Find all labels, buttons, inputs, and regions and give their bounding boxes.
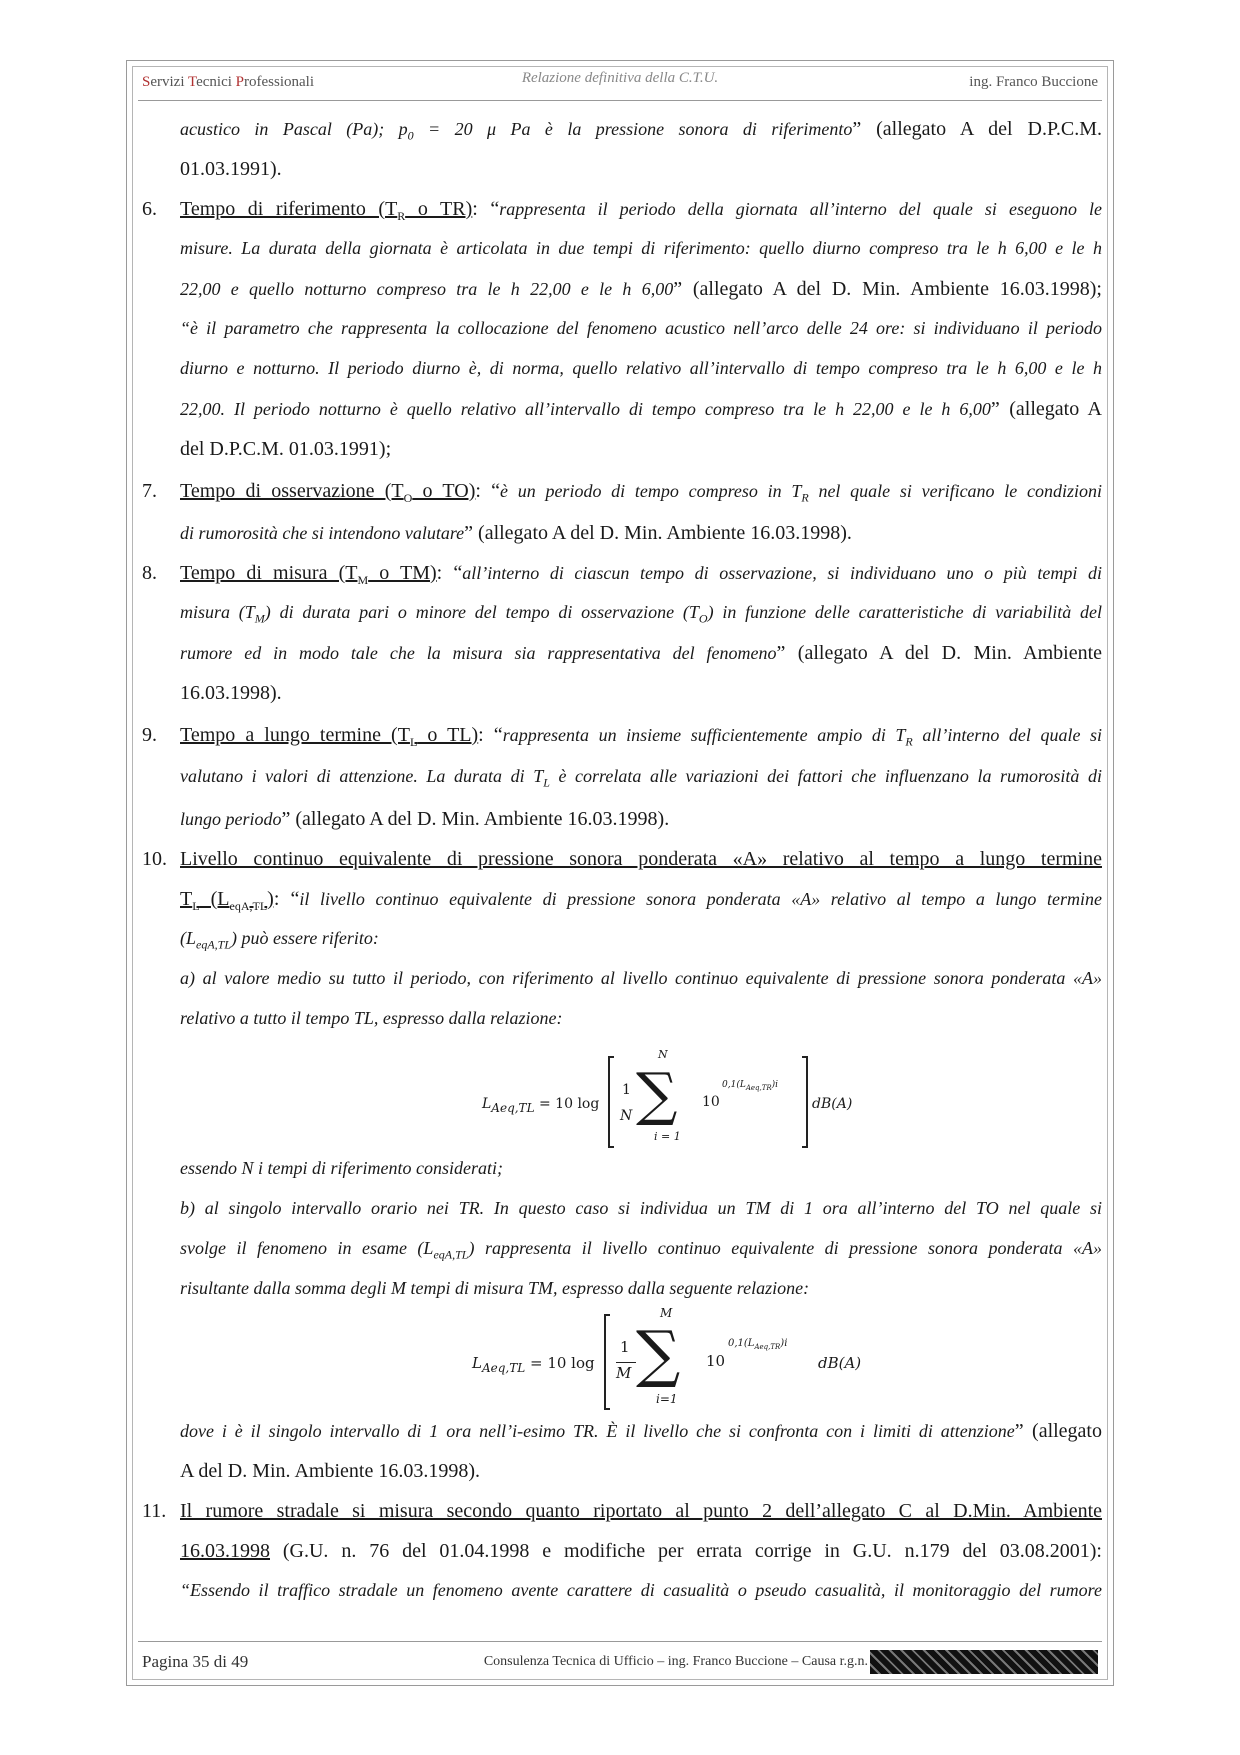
- text-line: $T_L$ $(L_{eqA,TL})$: “il livello continuo equivalente di pressione sonora ponderata «A» relativo al tempo a lungo termine: [180, 888, 1102, 913]
- list-number: 8.: [142, 562, 157, 584]
- text-line: Il rumore stradale si misura secondo quanto riportato al punto 2 dell’allegato C al D.Min. Ambiente: [180, 1500, 1102, 1522]
- text-line: diurno e notturno. Il periodo diurno è, di norma, quello relativo all’intervallo di tempo compreso tra le h 6,00 e le h: [180, 358, 1102, 378]
- text-line: Tempo di riferimento ($T_R$ o TR): “rappresenta il periodo della giornata all’interno del quale si eseguono le: [180, 198, 1102, 223]
- text-line: b) al singolo intervallo orario nei TR. In questo caso si individua un TM di 1 ora all’interno del TO nel quale si: [180, 1198, 1102, 1218]
- text-line: svolge il fenomeno in esame $(L_{eqA,TL})$ rappresenta il livello continuo equivalente di pressione sonora ponderata «A»: [180, 1238, 1102, 1262]
- text-line: Tempo a lungo termine ($T_L$ o TL): “rappresenta un insieme sufficientemente ampio di $T_R$ all’interno del quale si: [180, 724, 1103, 749]
- text-line: 22,00. Il periodo notturno è quello relativo all’intervallo di tempo compreso tra le h 22,00 e le h 6,00” (allegato A: [180, 398, 1102, 420]
- text-line: $(L_{eqA,TL})$ può essere riferito:: [180, 928, 379, 952]
- fraction-bar: [616, 1362, 636, 1363]
- list-number: 7.: [142, 480, 157, 502]
- page-footer: [142, 1648, 1098, 1676]
- text-line: 22,00 e quello notturno compreso tra le h 22,00 e le h 6,00” (allegato A del D. Min. Ambiente 16.03.1998);: [180, 278, 1102, 300]
- page-number: Pagina 35 di 49: [142, 1652, 249, 1671]
- text-line: acustico in Pascal (Pa); $p_0 = 20$ μ Pa è la pressione sonora di riferimento” (allegato A del D.P.C.M.: [180, 118, 1103, 143]
- footer-rule: [138, 1641, 1102, 1642]
- formula-2: $L_{Aeq,TL} = 10$ log 1 M M ∑ i=1 10 $0,1(L_{Aeq,TR})i$ dB(A): [472, 1310, 912, 1420]
- list-number: 10.: [142, 848, 167, 870]
- text-line: dove i è il singolo intervallo di 1 ora nell’i-esimo TR. È il livello che si confronta con i limiti di attenzione” (allegato: [180, 1420, 1102, 1442]
- text-line: lungo periodo” (allegato A del D. Min. Ambiente 16.03.1998).: [180, 808, 670, 830]
- text-line: valutano i valori di attenzione. La durata di $T_L$ è correlata alle variazioni dei fattori che influenzano la rumorosità di: [180, 766, 1102, 790]
- bracket-left: [604, 1314, 610, 1410]
- list-number: 9.: [142, 724, 157, 746]
- text-line: “Essendo il traffico stradale un fenomeno avente carattere di casualità o pseudo casualità, il monitoraggio del rumore: [180, 1580, 1102, 1600]
- sum-symbol: ∑: [636, 1060, 678, 1128]
- text-line: a) al valore medio su tutto il periodo, con riferimento al livello continuo equivalente di pressione sonora ponderata «A»: [180, 968, 1102, 988]
- header-right: ing. Franco Buccione: [969, 74, 1098, 90]
- list-number: 11.: [142, 1500, 167, 1522]
- text-line: 16.03.1998 (G.U. n. 76 del 01.04.1998 e modifiche per errata corrige in G.U. n.179 del 03.08.2001):: [180, 1540, 1102, 1562]
- text-line: essendo N i tempi di riferimento considerati;: [180, 1158, 503, 1178]
- formula-1: $L_{Aeq,TL} = 10$ log 1 N N ∑ i = 1 10 $0,1(L_{Aeq,TR})i$ dB(A): [482, 1048, 902, 1158]
- header-rule: [138, 100, 1102, 101]
- header-center: Relazione definitiva della C.T.U.: [521, 70, 719, 86]
- footer-info: Consulenza Tecnica di Ufficio – ing. Franco Buccione – Causa r.g.n.: [483, 1654, 868, 1669]
- redacted-block: [870, 1650, 1098, 1674]
- header-left: Servizi Tecnici Professionali: [142, 74, 314, 90]
- text-line: A del D. Min. Ambiente 16.03.1998).: [180, 1460, 480, 1482]
- text-line: risultante dalla somma degli M tempi di misura TM, espresso dalla seguente relazione:: [180, 1278, 810, 1298]
- text-line: Tempo di misura ($T_M$ o TM): “all’interno di ciascun tempo di osservazione, si individuano uno o più tempi di: [180, 562, 1102, 587]
- text-line: misura $(T_M)$ di durata pari o minore del tempo di osservazione $(T_O)$ in funzione delle caratteristiche di variabilità del: [180, 602, 1102, 626]
- text-line: Tempo di osservazione ($T_O$ o TO): “è un periodo di tempo compreso in $T_R$ nel quale si verificano le condizioni: [180, 480, 1102, 505]
- text-line: Livello continuo equivalente di pressione sonora ponderata «A» relativo al tempo a lungo termine: [180, 848, 1102, 870]
- text-line: misure. La durata della giornata è articolata in due tempi di riferimento: quello diurno compreso tra le h 6,00 e le h: [180, 238, 1102, 258]
- page-header: [142, 70, 1098, 98]
- text-line: “è il parametro che rappresenta la collocazione del fenomeno acustico nell’arco delle 24 ore: si individuano il periodo: [180, 318, 1102, 338]
- text-line: di rumorosità che si intendono valutare” (allegato A del D. Min. Ambiente 16.03.1998).: [180, 522, 852, 544]
- text-line: rumore ed in modo tale che la misura sia rappresentativa del fenomeno” (allegato A del D. Min. Ambiente: [180, 642, 1103, 664]
- list-number: 6.: [142, 198, 157, 220]
- sum-symbol: ∑: [636, 1317, 681, 1390]
- text-line: relativo a tutto il tempo TL, espresso dalla relazione:: [180, 1008, 563, 1028]
- text-line: del D.P.C.M. 01.03.1991);: [180, 438, 392, 460]
- bracket-left: [608, 1056, 614, 1148]
- text-line: 16.03.1998).: [180, 682, 282, 704]
- bracket-right: [802, 1056, 808, 1148]
- text-line: 01.03.1991).: [180, 158, 282, 180]
